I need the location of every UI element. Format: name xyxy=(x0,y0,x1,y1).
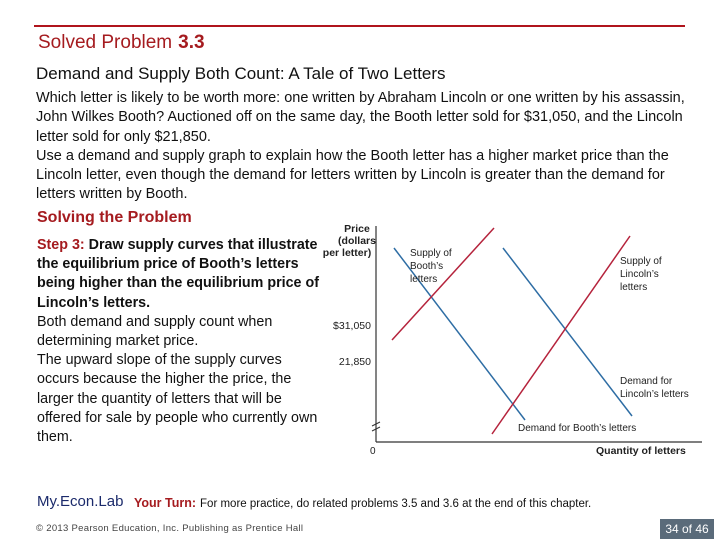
origin-label: 0 xyxy=(370,446,376,457)
demand-lincoln-label-1: Demand for xyxy=(620,376,673,387)
supply-booth-label-3: letters xyxy=(410,274,438,285)
solving-heading: Solving the Problem xyxy=(37,209,192,226)
supply-booth-curve xyxy=(392,228,494,340)
problem-number: 3.3 xyxy=(178,32,205,53)
demand-lincoln-label-2: Lincoln’s letters xyxy=(620,389,689,400)
step-title: Draw supply curves that illustrate the equilibrium price of Booth’s letters being higher than the equilibrium price of Lincoln’s letters. xyxy=(37,237,319,311)
supply-demand-chart xyxy=(312,216,716,464)
demand-booth-label: Demand for Booth’s letters xyxy=(518,423,637,434)
header-rule xyxy=(34,25,685,27)
your-turn-text: For more practice, do related problems 3.5 and 3.6 at the end of this chapter. xyxy=(200,498,592,510)
supply-lincoln-curve xyxy=(492,236,630,434)
slide-subtitle: Demand and Supply Both Count: A Tale of Two Letters xyxy=(36,64,446,83)
problem-paragraph-2: Use a demand and supply graph to explain how the Booth letter has a higher market price than the Lincoln letter, even though the demand for letters written by Lincoln is greater than the demand for letters written by Booth. xyxy=(36,147,669,203)
problem-statement xyxy=(36,89,686,205)
myeconlab-logo: My.Econ.Lab xyxy=(37,493,124,510)
title-text: Solved Problem xyxy=(38,32,173,53)
your-turn-label: Your Turn: xyxy=(134,496,197,510)
y-axis-label-line-2: (dollars xyxy=(338,235,376,247)
your-turn xyxy=(134,496,591,510)
step-text-2: The upward slope of the supply curves occurs because the higher the price, the larger the quantity of letters that will be offered for sale by people who currently own them. xyxy=(37,352,318,446)
x-axis-label: Quantity of letters xyxy=(596,445,686,457)
y-tick-21850: 21,850 xyxy=(338,356,371,368)
step-number: Step 3: xyxy=(37,237,85,253)
supply-lincoln-label-2: Lincoln’s xyxy=(620,269,659,280)
step-block xyxy=(37,236,322,447)
copyright: © 2013 Pearson Education, Inc. Publishing as Prentice Hall xyxy=(36,523,304,534)
step-text-1: Both demand and supply count when determining market price. xyxy=(37,313,273,350)
step-heading xyxy=(37,236,322,313)
y-axis-label-line-3: per letter) xyxy=(322,247,372,259)
slide-title xyxy=(38,32,205,54)
supply-lincoln-label-1: Supply of xyxy=(620,256,662,267)
y-axis-label-line-1: Price xyxy=(344,223,370,235)
page-indicator: 34 of 46 xyxy=(660,519,714,539)
supply-lincoln-label-3: letters xyxy=(620,282,648,293)
y-tick-31050: $31,050 xyxy=(333,320,371,332)
supply-booth-label-1: Supply of xyxy=(410,248,452,259)
supply-booth-label-2: Booth’s xyxy=(410,261,444,272)
problem-paragraph-1: Which letter is likely to be worth more: one written by Abraham Lincoln or one written by his assassin, John Wilkes Booth? Auctioned off on the same day, the Booth letter sold for $31,050, and the Lincoln letter sold for only $21,850. xyxy=(36,90,685,145)
